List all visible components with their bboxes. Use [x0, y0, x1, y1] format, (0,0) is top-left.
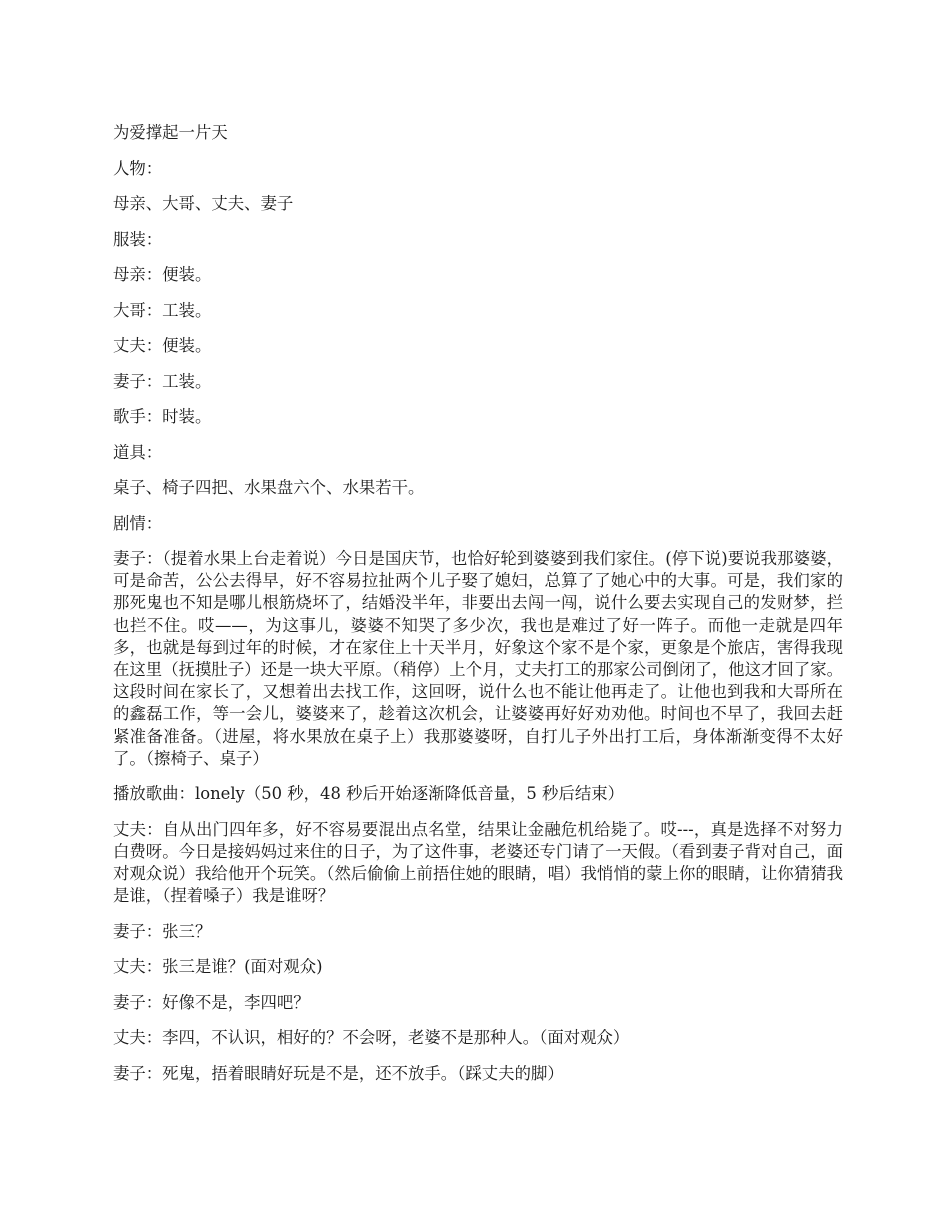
document-page	[113, 122, 843, 1098]
paragraph: 道具：	[113, 442, 163, 462]
paragraph: 丈夫：张三是谁？(面对观众)	[113, 957, 323, 977]
paragraph: 妻子：好像不是，李四吧？	[113, 992, 310, 1012]
document-title: 为爱撑起一片天	[113, 123, 228, 142]
paragraph: 母亲、大哥、丈夫、妻子	[113, 194, 294, 213]
paragraph: 歌手：时装。	[113, 407, 212, 426]
paragraph: 人物：	[113, 158, 163, 178]
paragraph: 妻子：张三？	[113, 921, 212, 941]
paragraph: 大哥：工装。	[113, 300, 212, 320]
paragraph: 妻子：死鬼，捂着眼睛好玩是不是，还不放手。（踩丈夫的脚）	[113, 1063, 564, 1083]
paragraph: 剧情：	[113, 513, 163, 533]
paragraph: 服装：	[113, 229, 163, 249]
paragraph: 丈夫：自从出门四年多，好不容易要混出点名堂，结果让金融危机给毙了。哎---，真是选择不对努力白费呀。今日是接妈妈过来住的日子，为了这件事，老婆还专门请了一天假。（看到妻子背对自己，面对观众说）我给他开个玩笑。（然后偷偷上前捂住她的眼睛，唱）我悄悄的蒙上你的眼睛，让你猜猜我是谁，（捏着嗓子）我是谁呀？	[113, 819, 843, 906]
paragraph: 母亲：便装。	[113, 265, 212, 284]
paragraph: 播放歌曲：lonely（50 秒，48 秒后开始逐渐降低音量，5 秒后结束）	[113, 784, 625, 804]
paragraph: 丈夫：李四，不认识，相好的？不会呀，老婆不是那种人。（面对观众）	[113, 1028, 630, 1048]
paragraph: 妻子：（提着水果上台走着说）今日是国庆节，也恰好轮到婆婆到我们家住。(停下说)要说我那婆婆，可是命苦，公公去得早，好不容易拉扯两个儿子娶了媳妇，总算了了她心中的大事。可是，我们家的那死鬼也不知是哪儿根筋烧坏了，结婚没半年，非要出去闯一闯，说什么要去实现自己的发财梦，拦也拦不住。哎——，为这事儿，婆婆不知哭了多少次，我也是难过了好一阵子。而他一走就是四年多，也就是每到过年的时候，才在家住上十天半月，好象这个家不是个家，更象是个旅店，害得我现在这里（抚摸肚子）还是一块大平原。（稍停）上个月，丈夫打工的那家公司倒闭了，他这才回了家。这段时间在家长了，又想着出去找工作，这回呀，说什么也不能让他再走了。让他也到我和大哥所在的鑫磊工作，等一会儿，婆婆来了，趁着这次机会，让婆婆再好好劝劝他。时间也不早了，我回去赶紧准备准备。（进屋，将水果放在桌子上）我那婆婆呀，自打儿子外出打工后，身体渐渐变得不太好了。（擦椅子、桌子）	[113, 549, 843, 768]
paragraph: 桌子、椅子四把、水果盘六个、水果若干。	[113, 478, 425, 497]
paragraph: 妻子：工装。	[113, 371, 212, 391]
paragraph: 丈夫：便装。	[113, 336, 212, 355]
